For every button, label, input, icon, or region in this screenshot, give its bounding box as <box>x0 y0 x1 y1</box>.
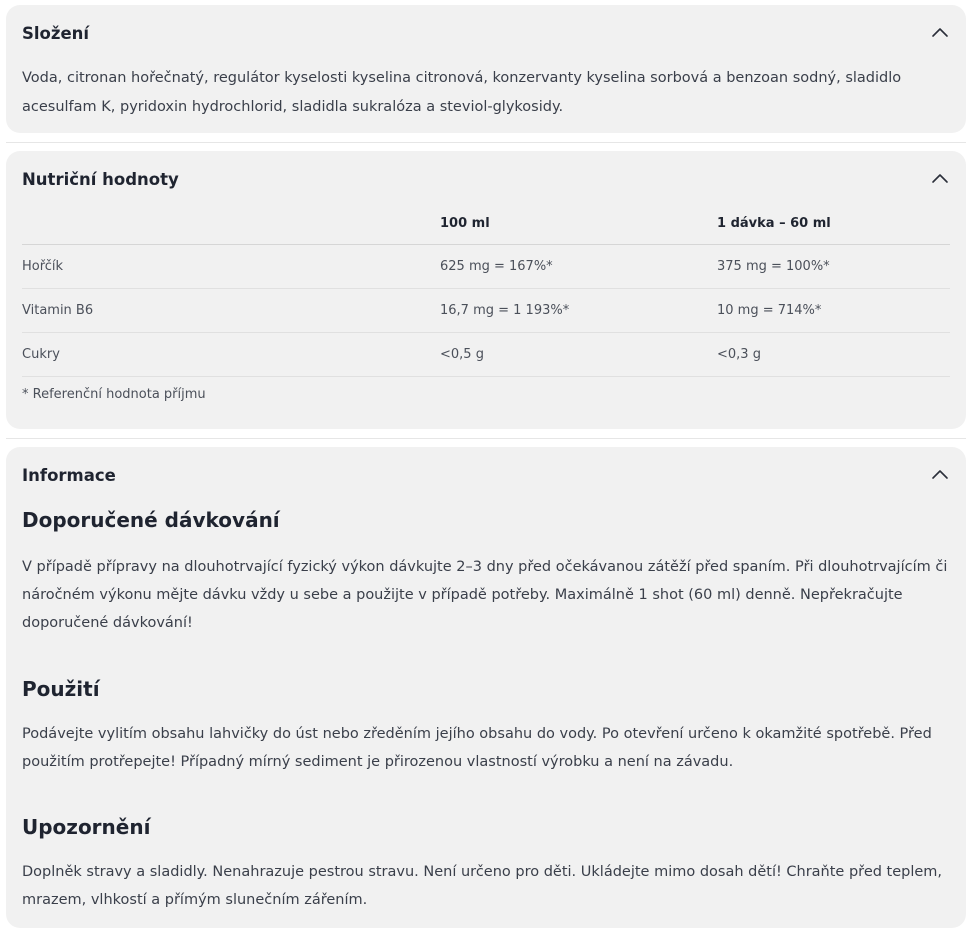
chevron-up-icon[interactable] <box>930 465 950 485</box>
section-heading-warning: Upozornění <box>22 815 151 839</box>
chevron-up-icon[interactable] <box>930 23 950 43</box>
ingredients-text: Voda, citronan hořečnatý, regulátor kyselosti kyselina citronová, konzervanty kyselina sorbová a benzoan sodný, sladidlo acesulfam K, pyridoxin hydrochlorid, sladidla sukralóza a steviol-glykosidy. <box>22 70 902 115</box>
nutrition-table <box>22 202 950 377</box>
table-row <box>22 333 950 377</box>
nutrient-value-100ml: <0,5 g <box>440 333 717 377</box>
accordion-slozeni <box>6 5 966 133</box>
chevron-up-icon[interactable] <box>930 169 950 189</box>
accordion-nutricni-title: Nutriční hodnoty <box>22 169 179 189</box>
nutrient-name: Vitamin B6 <box>22 289 440 333</box>
accordion-slozeni-title: Složení <box>22 23 90 43</box>
divider <box>6 438 966 439</box>
table-row <box>22 245 950 289</box>
accordion-informace-title: Informace <box>22 465 116 485</box>
section-text-dosage: V případě přípravy na dlouhotrvající fyzický výkon dávkujte 2–3 dny před očekávanou zátěží před spaním. Při dlouhotrvajícím či náročném výkonu mějte dávku vždy u sebe a použijte v případě potřeby. Maximálně 1 shot (60 ml) denně. Nepřekračujte doporučené dávkování! <box>22 559 948 631</box>
column-header-100ml: 100 ml <box>440 202 717 245</box>
nutrient-name: Hořčík <box>22 245 440 289</box>
nutrient-value-dose: <0,3 g <box>717 333 950 377</box>
accordion-informace-header[interactable] <box>22 463 950 487</box>
section-heading-dosage: Doporučené dávkování <box>22 508 280 532</box>
footnote: * Referenční hodnota příjmu <box>22 387 206 402</box>
divider <box>6 142 966 143</box>
accordion-nutricni-header[interactable] <box>22 167 950 191</box>
accordion-informace <box>6 447 966 928</box>
column-header-dose: 1 dávka – 60 ml <box>717 202 950 245</box>
column-header-label <box>22 202 440 245</box>
accordion-slozeni-header[interactable] <box>22 21 950 45</box>
nutrient-value-100ml: 16,7 mg = 1 193%* <box>440 289 717 333</box>
nutrient-value-dose: 10 mg = 714%* <box>717 289 950 333</box>
nutrient-value-dose: 375 mg = 100%* <box>717 245 950 289</box>
table-row <box>22 289 950 333</box>
nutrient-value-100ml: 625 mg = 167%* <box>440 245 717 289</box>
nutrient-name: Cukry <box>22 333 440 377</box>
accordion-nutricni <box>6 151 966 429</box>
nutrition-table-header <box>22 202 950 245</box>
section-text-usage: Podávejte vylitím obsahu lahvičky do úst nebo zředěním jejího obsahu do vody. Po otevření určeno k okamžité spotřebě. Před použitím protřepejte! Případný mírný sediment je přirozenou vlastností výrobku a není na závadu. <box>22 726 932 770</box>
section-text-warning: Doplněk stravy a sladidly. Nenahrazuje pestrou stravu. Není určeno pro děti. Ukládejte mimo dosah dětí! Chraňte před teplem, mrazem, vlhkostí a přímým slunečním zářením. <box>22 864 943 908</box>
section-heading-usage: Použití <box>22 677 100 701</box>
